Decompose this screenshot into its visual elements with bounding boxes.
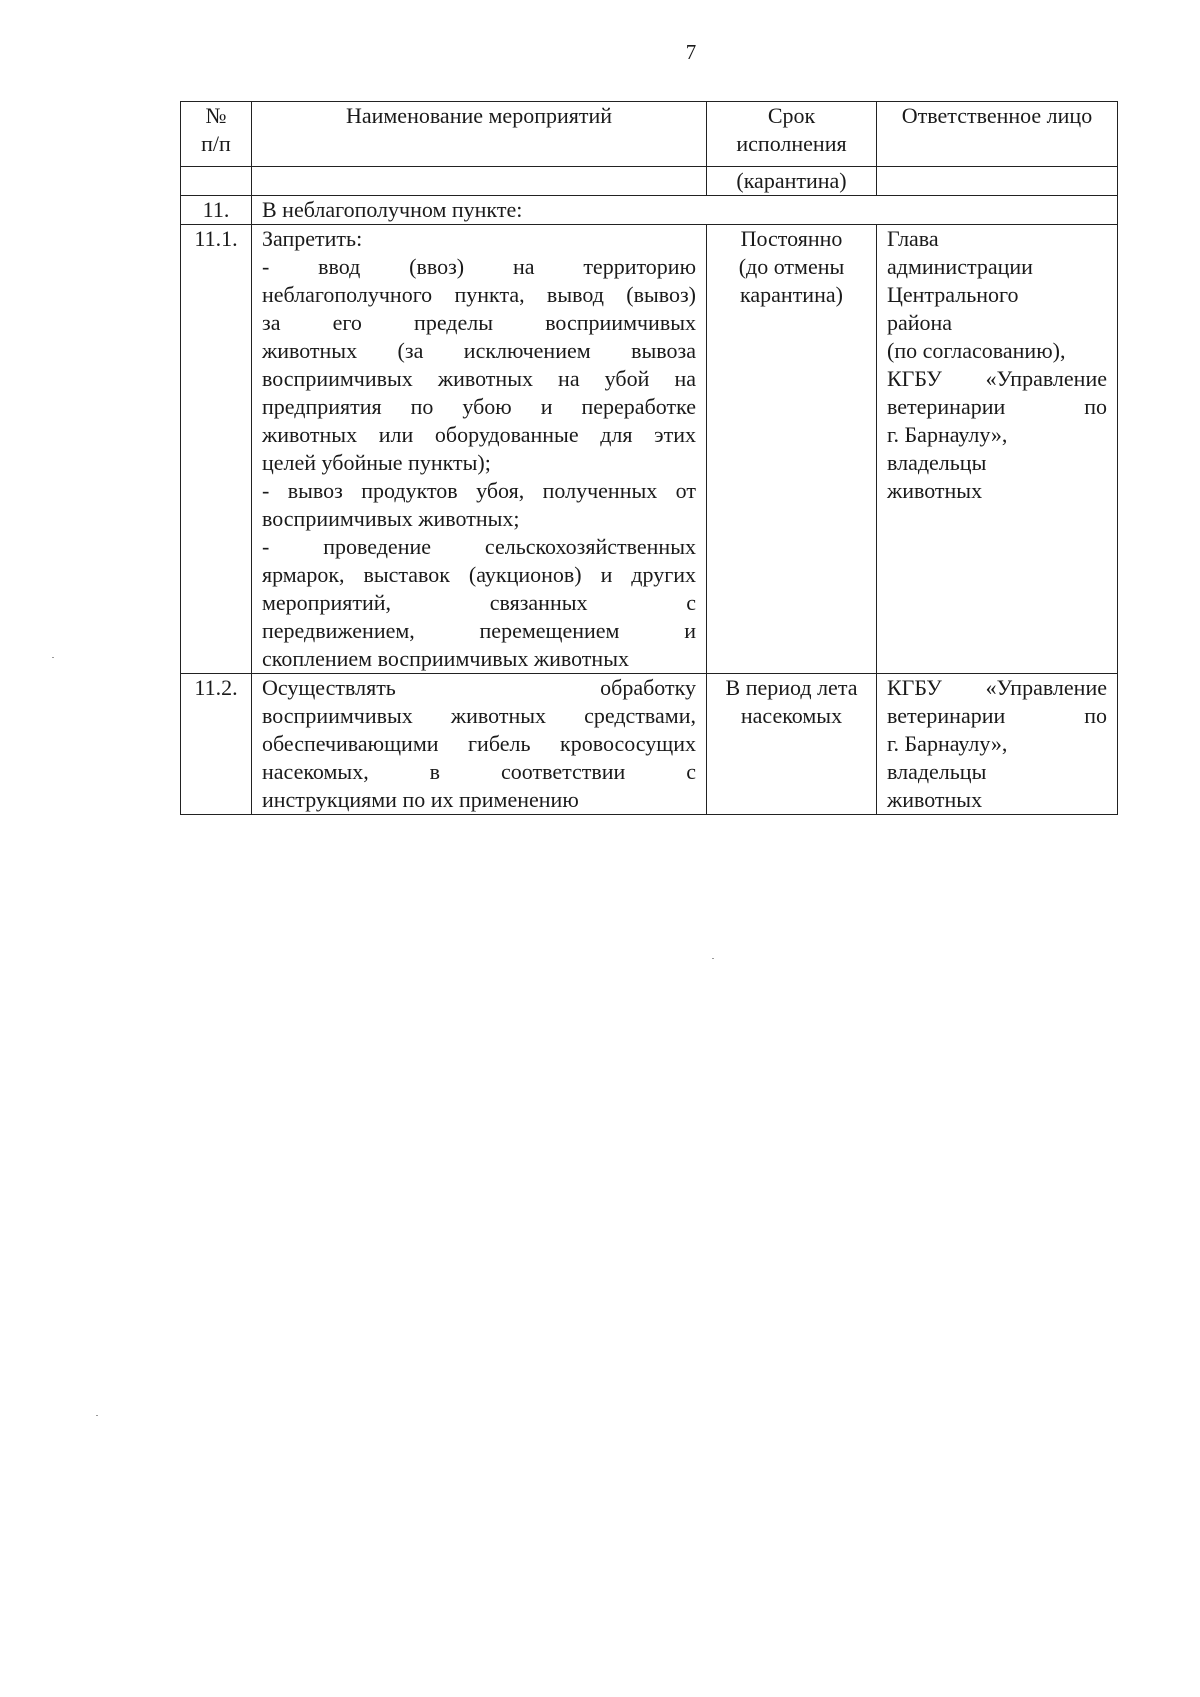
measures-table	[180, 101, 1118, 815]
section-row	[181, 196, 1118, 225]
header-number: № п/п	[181, 102, 252, 167]
header-responsible: Ответственное лицо	[877, 102, 1118, 167]
scan-speck	[96, 1415, 98, 1416]
header-deadline: Срок исполнения	[707, 102, 877, 167]
row-responsible: Глава администрации Центрального района (по согласованию), КГБУ «Управление ветеринарии по г. Барнаулу», владельцы животных	[877, 225, 1118, 674]
row-deadline: Постоянно (до отмены карантина)	[707, 225, 877, 674]
row-activity: Осуществлять обработку восприимчивых животных средствами, обеспечивающими гибель кровососущих насекомых, в соответствии с инструкциями по их применению	[252, 674, 707, 815]
table-row	[181, 225, 1118, 674]
page-number: 7	[685, 40, 697, 64]
continuation-deadline: (карантина)	[707, 167, 877, 196]
header-activity: Наименование мероприятий	[252, 102, 707, 167]
scan-speck	[52, 657, 54, 658]
continuation-row	[181, 167, 1118, 196]
row-number: 11.2.	[181, 674, 252, 815]
row-number: 11.1.	[181, 225, 252, 674]
table-row	[181, 674, 1118, 815]
row-activity: Запретить: - ввод (ввоз) на территорию неблагополучного пункта, вывод (вывоз) за его пределы восприимчивых животных (за исключением вывоза восприимчивых животных на убой на предприятия по убою и переработке животных или оборудованные для этих целей убойные пункты); - вывоз продуктов убоя, полученных от восприимчивых животных; - проведение сельскохозяйственных ярмарок, выставок (аукционов) и других мероприятий, связанных с передвижением, перемещением и скоплением восприимчивых животных	[252, 225, 707, 674]
row-deadline: В период лета насекомых	[707, 674, 877, 815]
section-title: В неблагополучном пункте:	[252, 196, 1118, 225]
table-header-row	[181, 102, 1118, 167]
row-responsible: КГБУ «Управление ветеринарии по г. Барнаулу», владельцы животных	[877, 674, 1118, 815]
section-number: 11.	[181, 196, 252, 225]
scan-speck	[712, 958, 714, 959]
